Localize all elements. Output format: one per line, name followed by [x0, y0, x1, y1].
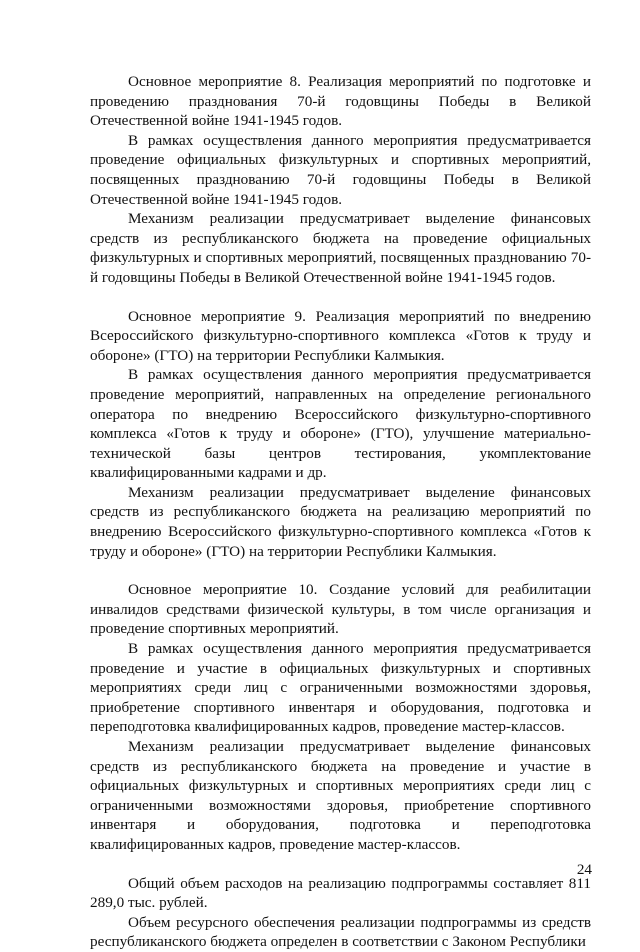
paragraph-activity-10-mechanism: Механизм реализации предусматривает выделение финансовых средств из республиканского бюджета на проведение и участие в официальных физкультурных и спортивных мероприятиях среди лиц с ограниченными возможностями здоровья, приобретение спортивного инвентаря и оборудования, подготовка и переподготовка квалифицированных кадров, проведение мастер-классов.	[90, 738, 591, 853]
section-activity-8	[90, 72, 591, 288]
page-number: 24	[576, 861, 592, 878]
section-activity-10	[90, 580, 591, 854]
paragraph-activity-10-title: Основное мероприятие 10. Создание условий для реабилитации инвалидов средствами физической культуры, в том числе организация и проведение спортивных мероприятий.	[90, 581, 591, 638]
paragraph-resource-support: Объем ресурсного обеспечения реализации подпрограммы из средств республиканского бюджета определен в соответствии с Законом Республики	[90, 913, 591, 951]
paragraph-total-expenses: Общий объем расходов на реализацию подпрограммы составляет 811 289,0 тыс. рублей.	[90, 874, 591, 912]
paragraph-activity-8-mechanism: Механизм реализации предусматривает выделение финансовых средств из республиканского бюджета на проведение официальных физкультурных и спортивных мероприятий, посвященных празднованию 70-й годовщины Победы в Великой Отечественной войне 1941-1945 годов.	[90, 210, 591, 286]
paragraph-activity-9-scope: В рамках осуществления данного мероприятия предусматривается проведение мероприятий, направленных на определение регионального оператора по внедрению Всероссийского физкультурно-спортивного комплекса «Готов к труду и обороне» (ГТО), улучшение материально-технической базы центров тестирования, укомплектование квалифицированными кадрами и др.	[90, 366, 591, 482]
paragraph-activity-8-scope: В рамках осуществления данного мероприятия предусматривается проведение официальных физкультурных и спортивных мероприятий, посвященных празднованию 70-й годовщины Победы в Великой Отечественной войне 1941-1945 годов.	[90, 131, 591, 208]
paragraph-activity-9-title: Основное мероприятие 9. Реализация мероприятий по внедрению Всероссийского физкультурно-спортивного комплекса «Готов к труду и обороне» (ГТО) на территории Республики Калмыкия.	[90, 307, 591, 364]
section-activity-9	[90, 307, 591, 562]
paragraph-activity-9-mechanism: Механизм реализации предусматривает выделение финансовых средств из республиканского бюджета на реализацию мероприятий по внедрению Всероссийского физкультурно-спортивного комплекса «Готов к труду и обороне» (ГТО) на территории Республики Калмыкия.	[90, 483, 591, 560]
paragraph-activity-8-title: Основное мероприятие 8. Реализация мероприятий по подготовке и проведению празднования 70-й годовщины Победы в Великой Отечественной войне 1941-1945 годов.	[90, 73, 591, 130]
document-body	[90, 72, 591, 952]
paragraph-activity-10-scope: В рамках осуществления данного мероприятия предусматривается проведение и участие в официальных физкультурных и спортивных мероприятиях среди лиц с ограниченными возможностями здоровья, приобретение спортивного инвентаря и оборудования, подготовка и переподготовка квалифицированных кадров, проведение мастер-классов.	[90, 640, 591, 736]
section-funding	[90, 874, 591, 952]
